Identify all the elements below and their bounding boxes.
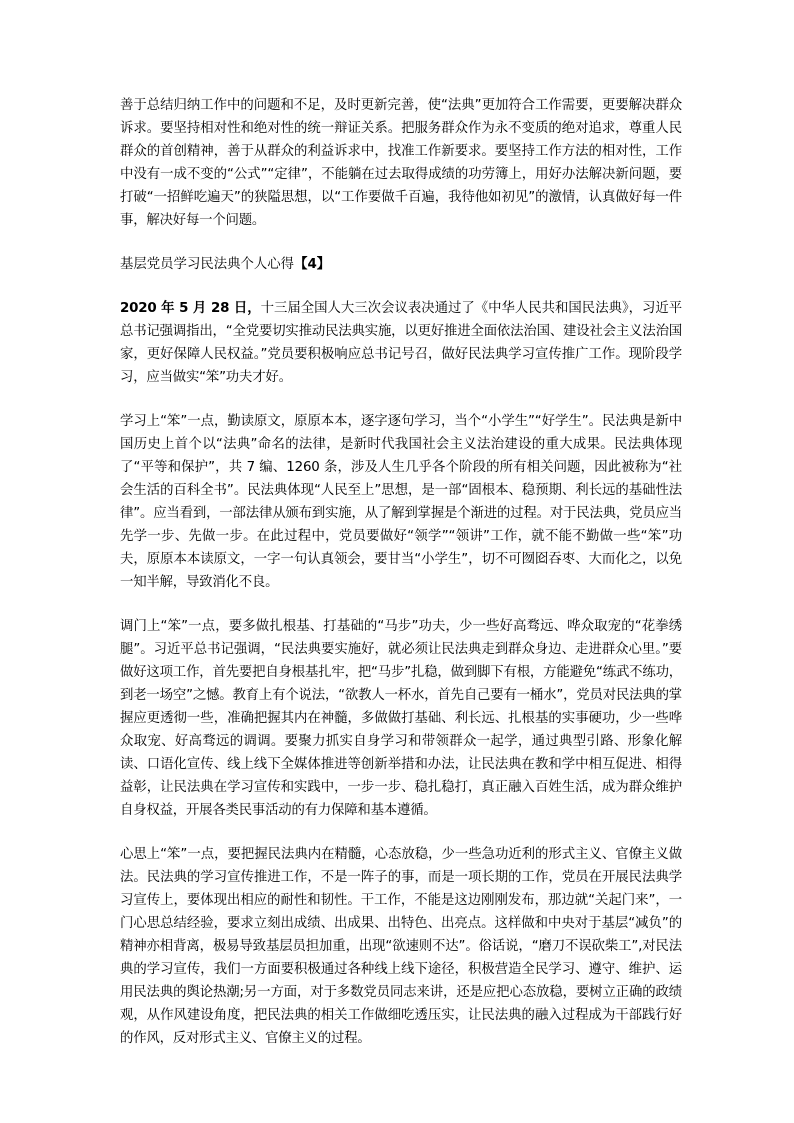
paragraph-intro: 善于总结归纳工作中的问题和不足，及时更新完善，使“法典”更加符合工作需要，更要解决群众诉求。要坚持相对性和绝对性的统一辩证关系。把服务群众作为永不变质的绝对追求，尊重人民群众的首创精神，善于从群众的利益诉求中，找准工作新要求。要坚持工作方法的相对性，工作中没有一成不变的“公式”“定律”，不能躺在过去取得成绩的功劳簿上，用好办法解决新问题，要打破“一招鲜吃遍天”的狭隘思想，以“工作要做千百遍，我待他如初见”的激情，认真做好每一件事，解决好每一个问题。	[120, 98, 682, 228]
paragraph-section-1	[120, 297, 682, 389]
section-heading-number: 【4】	[294, 257, 331, 272]
document-page	[120, 94, 682, 1071]
paragraph-body: 十三届全国人大三次会议表决通过了《中华人民共和国民法典》，习近平总书记强调指出，“全党要切实推动民法典实施，以更好推进全面依法治国、建设社会主义法治国家，更好保障人民权益。”党员要积极响应总书记号召，做好民法典学习宣传推广工作。现阶段学习，应当做实“笨”功夫才好。	[120, 301, 682, 385]
paragraph-section-2: 学习上“笨”一点，勤读原文，原原本本，逐字逐句学习，当个“小学生”“好学生”。民法典是新中国历史上首个以“法典”命名的法律，是新时代我国社会主义法治建设的重大成果。民法典体现了“平等和保护”，共 7 编、1260 条，涉及人生几乎各个阶段的所有相关问题，因此被称为“社会生活的百科全书”。民法典体现“人民至上”思想，是一部“固根本、稳预期、利长远的基础性法律”。应当看到，一部法律从颁布到实施，从了解到掌握是个渐进的过程。对于民法典，党员应当先学一步、先做一步。在此过程中，党员要做好“领学”“领讲”工作，就不能不勤做一些“笨”功夫，原原本本读原文，一字一句认真领会，要甘当“小学生”，切不可囫囵吞枣、大而化之，以免一知半解，导致消化不良。	[120, 414, 682, 590]
paragraph-lead-date: 2020 年 5 月 28 日，	[120, 301, 261, 316]
paragraph-section-3: 调门上“笨”一点，要多做扎根基、打基础的“马步”功夫，少一些好高骛远、哗众取宠的“花拳绣腿”。习近平总书记强调，“民法典要实施好，就必须让民法典走到群众身边、走进群众心里。”要做好这项工作，首先要把自身根基扎牢，把“马步”扎稳，做到脚下有根，方能避免“练武不练功，到老一场空”之憾。教育上有个说法，“欲教人一杯水，首先自己要有一桶水”，党员对民法典的掌握应更透彻一些，准确把握其内在神髓，多做做打基础、利长远、扎根基的实事硬功，少一些哗众取宠、好高骛远的调调。要聚力抓实自身学习和带领群众一起学，通过典型引路、形象化解读、口语化宣传、线上线下全媒体推进等创新举措和办法，让民法典在教和学中相互促进、相得益彰，让民法典在学习宣传和实践中，一步一步、稳扎稳打，真正融入百姓生活，成为群众维护自身权益，开展各类民事活动的有力保障和基本遵循。	[120, 619, 682, 818]
section-heading	[120, 253, 682, 276]
section-heading-text: 基层党员学习民法典个人心得	[120, 257, 295, 272]
paragraph-section-4: 心思上“笨”一点，要把握民法典内在精髓，心态放稳，少一些急功近利的形式主义、官僚主义做法。民法典的学习宣传推进工作，不是一阵子的事，而是一项长期的工作，党员在开展民法典学习宣传上，要体现出相应的耐性和韧性。干工作，不能是这边刚刚发布，那边就“关起门来”，一门心思总结经验，要求立刻出成绩、出成果、出特色、出亮点。这样做和中央对于基层“减负”的精神亦相背离，极易导致基层员担加重，出现“欲速则不达”。俗话说，“磨刀不误砍柴工”,对民法典的学习宣传，我们一方面要积极通过各种线上线下途径，积极营造全民学习、遵守、维护、运用民法典的舆论热潮;另一方面，对于多数党员同志来讲，还是应把心态放稳，要树立正确的政绩观，从作风建设角度，把民法典的相关工作做细吃透压实，让民法典的融入过程成为干部践行好的作风，反对形式主义、官僚主义的过程。	[120, 847, 682, 1046]
